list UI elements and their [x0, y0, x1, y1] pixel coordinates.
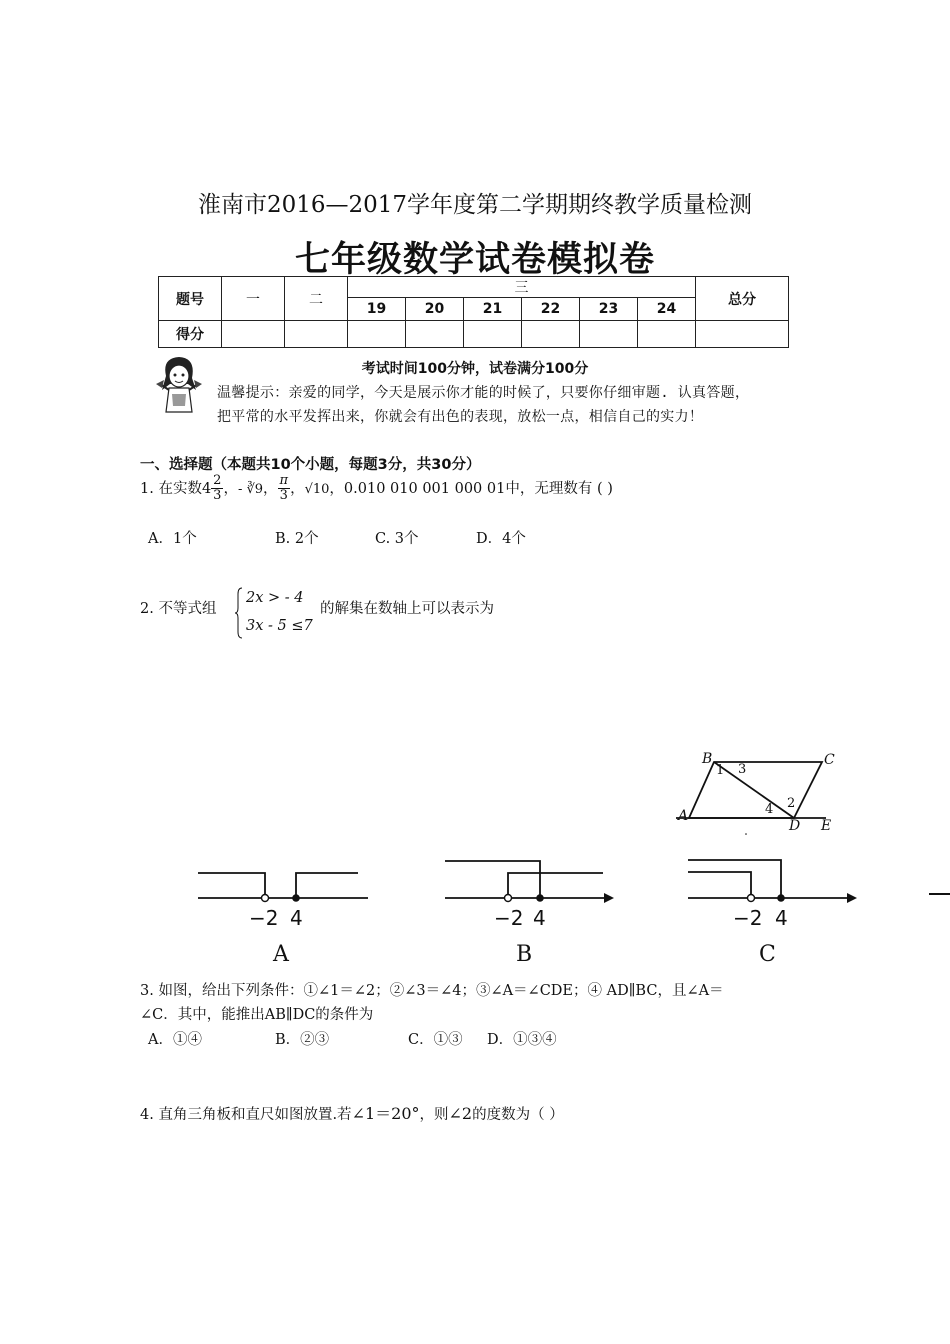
figure-label-e: E [821, 818, 832, 834]
exam-title: 淮南市2016—2017学年度第二学期期终教学质量检测 [197, 192, 753, 218]
q1-fraction-2-3: $\frac{2}{3}$ [213, 473, 222, 504]
numberline-b [440, 855, 620, 910]
q1-suffix: ，0.010 010 001 000 01中，无理数有 ( ) [329, 480, 613, 497]
numberline-b-tick-4: 4 [533, 906, 546, 930]
q4-mid: ，则 [419, 1107, 449, 1123]
table-num-23: 23 [580, 298, 638, 321]
numberline-b-label: B [516, 942, 533, 967]
q2-inequality-2: 3x - 5 ≤7 [246, 618, 313, 634]
numberline-a-tick-minus2: −2 [249, 906, 279, 930]
table-num-24: 24 [638, 298, 696, 321]
tip-line-1: 温馨提示：亲爱的同学，今天是展示你才能的时候了，只要你仔细审题. 认真答题， [217, 385, 750, 401]
score-cell[interactable] [285, 321, 348, 348]
q4-angle-2: ∠2 [448, 1104, 473, 1123]
q4-suffix: 的度数为（ ） [472, 1107, 564, 1123]
table-num-20: 20 [406, 298, 464, 321]
score-cell[interactable] [522, 321, 580, 348]
score-cell[interactable] [638, 321, 696, 348]
score-table [158, 276, 789, 348]
q2-prefix: 2. 不等式组 [140, 601, 217, 617]
table-label-question-no: 题号 [159, 277, 222, 321]
figure-angle-4: 4 [765, 802, 774, 817]
q2-suffix: 的解集在数轴上可以表示为 [320, 601, 494, 617]
numberline-c-tick-4: 4 [775, 906, 788, 930]
q1-cube-root: - ∛9 [237, 481, 264, 497]
q3-line-2: ∠C．其中，能推出AB∥DC的条件为 [140, 1007, 374, 1023]
cropped-line-fragment [929, 893, 950, 895]
q4-angle-1: ∠1＝20° [351, 1104, 420, 1123]
score-cell[interactable] [406, 321, 464, 348]
numberline-b-tick-minus2: −2 [494, 906, 524, 930]
table-total: 总分 [696, 277, 789, 321]
question-1: 1. 在实数4 $\frac{2}{3}$ ，- ∛9， $\frac{\pi}{3}$ ，√10，0.010 010 001 000 01中，无理数有 ( ) [140, 473, 613, 504]
q1-option-b[interactable]: B. 2个 [275, 531, 319, 547]
figure-label-b: B [702, 751, 713, 767]
tip-line-2: 把平常的水平发挥出来，你就会有出色的表现，放松一点，相信自己的实力！ [217, 409, 704, 425]
figure-label-a: A [678, 808, 689, 824]
q2-inequality-1: 2x > - 4 [246, 590, 304, 606]
q1-option-a[interactable]: A．1个 [148, 531, 197, 547]
numberline-c [683, 852, 863, 910]
score-cell[interactable] [222, 321, 285, 348]
figure-angle-3: 3 [738, 762, 747, 777]
score-cell[interactable] [580, 321, 638, 348]
score-cell[interactable] [348, 321, 406, 348]
table-num-19: 19 [348, 298, 406, 321]
numberline-a-label: A [273, 942, 289, 967]
figure-label-c: C [824, 752, 835, 768]
table-section-one: 一 [222, 277, 285, 321]
figure-angle-2: 2 [787, 796, 796, 811]
table-section-three: 三 [348, 277, 696, 298]
figure-label-d: D [789, 818, 801, 834]
numberline-a-tick-4: 4 [290, 906, 303, 930]
exam-subtitle: 七年级数学试卷模拟卷 [294, 240, 655, 280]
section-one-heading: 一、选择题（本题共10个小题，每题3分，共30分） [140, 457, 481, 473]
table-num-21: 21 [464, 298, 522, 321]
q1-prefix: 1. 在实数4 [140, 480, 212, 497]
score-cell[interactable] [696, 321, 789, 348]
numberline-c-label: C [759, 942, 776, 967]
q1-option-d[interactable]: D．4个 [476, 531, 526, 547]
q3-line-1: 3. 如图，给出下列条件：①∠1＝∠2；②∠3＝∠4；③∠A＝∠CDE；④ AD∥BC，且∠A＝ [140, 983, 724, 999]
numberline-c-tick-minus2: −2 [733, 906, 763, 930]
q2-brace [234, 586, 244, 640]
q1-fraction-pi-3: $\frac{\pi}{3}$ [279, 473, 289, 504]
table-section-two: 二 [285, 277, 348, 321]
q3-option-c[interactable]: C．①③ [408, 1032, 463, 1048]
q3-option-d[interactable]: D．①③④ [487, 1032, 557, 1048]
table-label-score: 得分 [159, 321, 222, 348]
numberline-a [198, 860, 378, 910]
q3-option-a[interactable]: A．①④ [148, 1032, 202, 1048]
exam-info: 考试时间100分钟，试卷满分100分 [361, 361, 589, 377]
table-num-22: 22 [522, 298, 580, 321]
score-cell[interactable] [464, 321, 522, 348]
q3-option-b[interactable]: B．②③ [275, 1032, 330, 1048]
q1-sqrt-10: √10 [304, 481, 330, 497]
question-4 [140, 1101, 564, 1124]
q1-option-c[interactable]: C. 3个 [375, 531, 419, 547]
figure-angle-1: 1 [716, 763, 725, 778]
q4-prefix: 4. 直角三角板和直尺如图放置.若 [140, 1107, 352, 1123]
